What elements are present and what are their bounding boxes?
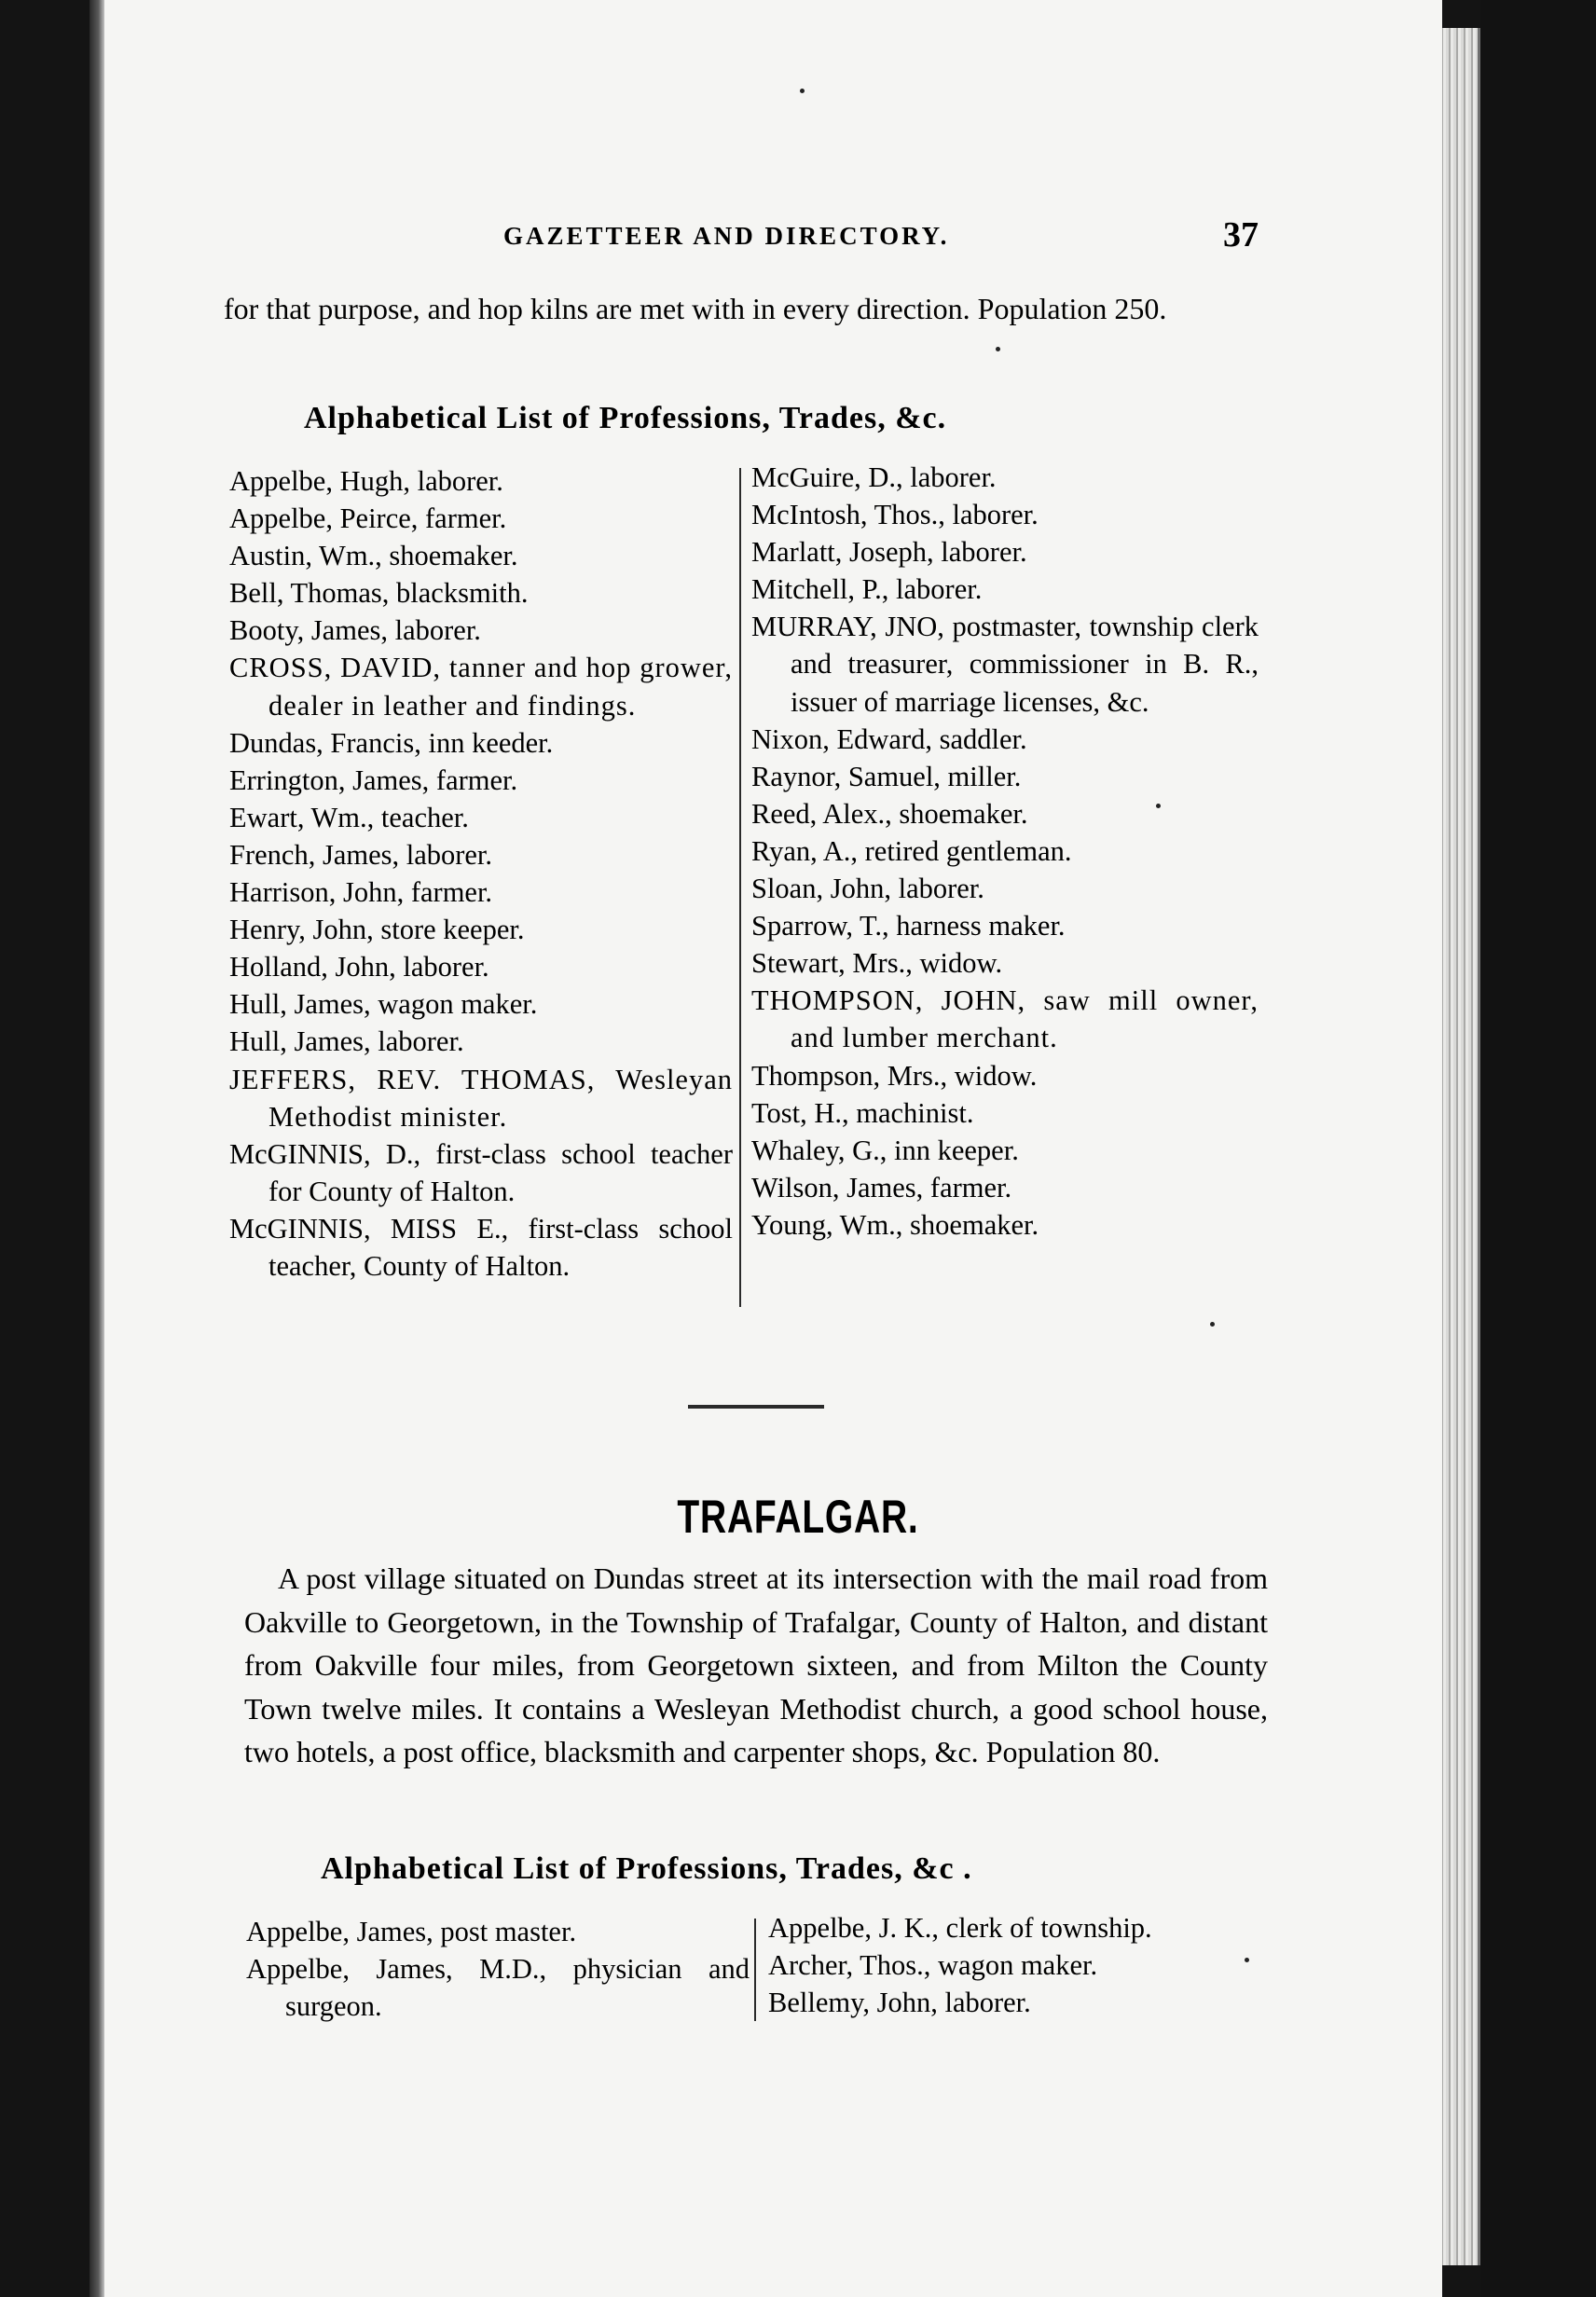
list-entry: Dundas, Francis, inn keeder. [229, 726, 554, 759]
list-entry: McGuire, D., laborer. [751, 461, 997, 493]
list-entry: Tost, H., machinist. [751, 1096, 974, 1129]
list-entry: Austin, Wm., shoemaker. [229, 540, 518, 572]
list-heading-1: Alphabetical List of Professions, Trades, &c. [304, 401, 947, 435]
list2-left-column [246, 1913, 750, 2025]
list-entry: French, James, laborer. [229, 838, 493, 871]
list1-left-column [229, 462, 733, 1285]
list-entry: Stewart, Mrs., widow. [751, 947, 1003, 980]
list-entry: McIntosh, Thos., laborer. [751, 499, 1039, 531]
list-entry: Booty, James, laborer. [229, 614, 481, 647]
list-entry: Appelbe, Peirce, farmer. [229, 502, 507, 535]
list-entry: Ewart, Wm., teacher. [229, 801, 469, 833]
list-entry: Reed, Alex., shoemaker. [751, 797, 1028, 830]
list-entry: Appelbe, Hugh, laborer. [229, 465, 503, 497]
list-entry: THOMPSON, JOHN, saw mill owner, and lumber merchant. [751, 984, 1259, 1054]
list-entry: Appelbe, James, M.D., physician and surgeon. [246, 1953, 750, 2023]
list-entry: Nixon, Edward, saddler. [751, 722, 1027, 755]
print-speck [1245, 1958, 1249, 1962]
print-speck [996, 347, 1000, 351]
list-entry: Thompson, Mrs., widow. [751, 1059, 1038, 1092]
list-entry: Raynor, Samuel, miller. [751, 760, 1022, 792]
list-entry: Mitchell, P., laborer. [751, 573, 983, 606]
list-entry: Appelbe, James, post master. [246, 1916, 577, 1947]
list-entry: Harrison, John, farmer. [229, 876, 493, 909]
section-description: A post village situated on Dundas street at its intersection with the mail road from Oakville to Georgetown, in the Township of Trafalgar, County of Halton, and distant from Oakville four miles, from Georgetown sixteen, and from Milton the County Town twelve miles. It contains a Wesleyan Methodist church, a good school house, two hotels, a post office, blacksmith and carpenter shops, &c. Population 80. [244, 1561, 1268, 1768]
list1-right-column [751, 459, 1259, 1244]
running-head [401, 214, 1259, 261]
section-title: TRAFALGAR. [677, 1491, 919, 1543]
scan-background [1480, 0, 1596, 2297]
list-entry: Bell, Thomas, blacksmith. [229, 577, 529, 610]
column-divider [754, 1919, 756, 2021]
list2-right-column [768, 1909, 1281, 2021]
column-divider [739, 468, 741, 1307]
page-number: 37 [1223, 215, 1259, 254]
list-entry: Bellemy, John, laborer. [768, 1987, 1031, 2019]
list-entry: Henry, John, store keeper. [229, 914, 525, 946]
print-speck [800, 89, 805, 93]
list-entry: Hull, James, laborer. [229, 1025, 464, 1058]
print-speck [1210, 1322, 1215, 1327]
list-entry: Young, Wm., shoemaker. [751, 1208, 1039, 1241]
print-speck [1156, 804, 1161, 808]
list-entry: Hull, James, wagon maker. [229, 988, 538, 1021]
list-entry: Wilson, James, farmer. [751, 1171, 1012, 1204]
list-entry: Marlatt, Joseph, laborer. [751, 536, 1027, 569]
list-entry: Sloan, John, laborer. [751, 873, 984, 905]
intro-paragraph: for that purpose, and hop kilns are met with in every direction. Population 250. [224, 292, 1167, 325]
list-entry: Whaley, G., inn keeper. [751, 1134, 1019, 1166]
list-entry: CROSS, DAVID, tanner and hop grower, dealer in leather and findings. [229, 652, 733, 722]
list-entry: Appelbe, J. K., clerk of township. [768, 1912, 1152, 1944]
list-entry: Sparrow, T., harness maker. [751, 910, 1066, 942]
section-divider-rule [688, 1405, 824, 1409]
list-entry: MURRAY, JNO, postmaster, township clerk and treasurer, commissioner in B. R., issuer of marriage licenses, &c. [751, 611, 1259, 718]
list-entry: Holland, John, laborer. [229, 951, 489, 983]
list-entry: JEFFERS, REV. THOMAS, Wesleyan Methodist minister. [229, 1063, 733, 1133]
running-title: GAZETTEER AND DIRECTORY. [503, 222, 950, 250]
list-entry: Ryan, A., retired gentleman. [751, 834, 1072, 867]
list-entry: Archer, Thos., wagon maker. [768, 1949, 1098, 1982]
list-heading-2: Alphabetical List of Professions, Trades, &c . [321, 1851, 972, 1886]
list-entry: McGINNIS, MISS E., first-class school teacher, County of Halton. [229, 1212, 733, 1282]
list-entry: Errington, James, farmer. [229, 763, 518, 796]
list-entry: McGINNIS, D., first-class school teacher for County of Halton. [229, 1137, 733, 1207]
